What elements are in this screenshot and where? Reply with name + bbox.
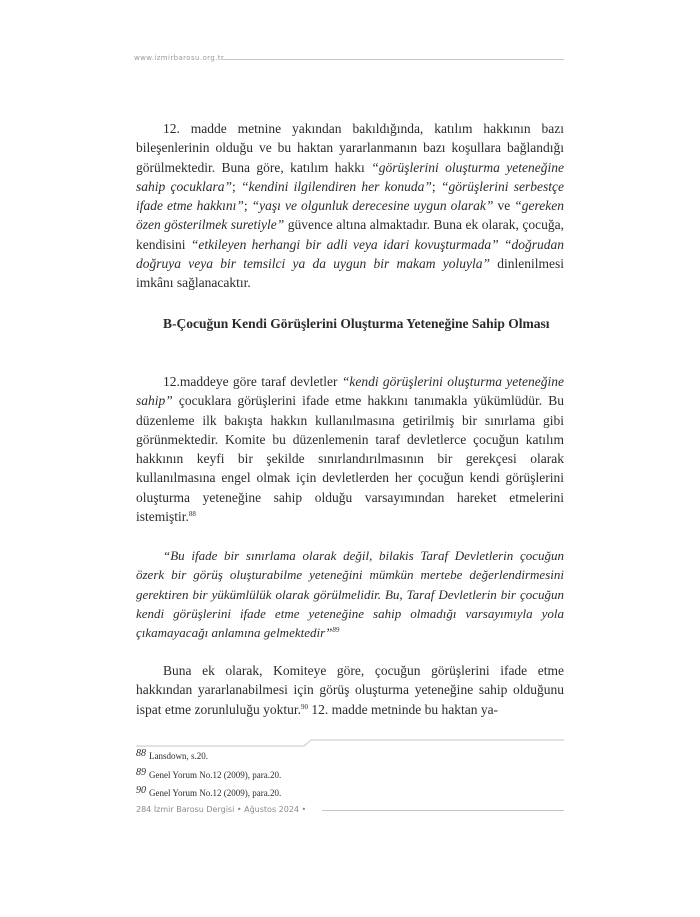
para3-text-b: 12. madde metninde bu haktan ya-	[307, 701, 499, 717]
header-rule	[222, 59, 564, 60]
para1-sep-1: ;	[232, 178, 242, 194]
footer-rule	[322, 810, 564, 811]
para1-text-c: dinlenilmesi imkânı sağlanacaktır.	[136, 256, 564, 291]
header-url: www.izmirbarosu.org.tr	[134, 54, 225, 62]
para1-italic-4: “yaşı ve olgunluk derecesine uygun olarak”	[251, 198, 494, 214]
para2-italic-1: “kendi görüşlerini oluşturma yeteneğine sahip”	[136, 374, 565, 409]
footnote-88-number: 88	[136, 748, 146, 759]
para2-text-a: 12.maddeye göre taraf devletler	[163, 374, 342, 389]
para1-italic-2: “kendini ilgilendiren her konuda”	[241, 178, 432, 194]
footnote-88	[136, 748, 564, 762]
footnote-90-number: 90	[136, 785, 146, 796]
footnote-ref-90: 90	[300, 702, 308, 711]
footnote-88-text: Lansdown, s.20.	[149, 751, 208, 761]
para2-text-b: çocuklara görüşlerini ifade etme hakkını tanımakla yükümlüdür. Bu düzenleme ilk bakışta hakkın kullanılmasına getirilmiş bir sınırlama gibi görünmektedir. Komite bu düzenlemenin taraf devletlerce çocuğun katılım hakkının keyfi bir şekilde sınırlandırılmasının bir gerekçesi olarak kullanılmasına engel olmak için devletlerden her çocuğun kendi görüşlerini oluşturma yeteneğine sahip olduğu varsayımından hareket etmelerini istemiştir.	[136, 393, 564, 525]
para1-italic-5: “gereken özen gösterilmek suretiyle”	[136, 198, 564, 233]
paragraph-no-proof-required	[136, 661, 564, 719]
footnote-90	[136, 785, 564, 799]
footnote-89	[136, 767, 564, 781]
paragraph-capacity	[136, 372, 564, 526]
para1-italic-1: “görüşlerini oluşturma yeteneğine sahip çocuklara”	[136, 159, 564, 194]
page-footer: 284 İzmir Barosu Dergisi • Ağustos 2024 •	[136, 805, 307, 814]
footnote-89-text: Genel Yorum No.12 (2009), para.20.	[149, 770, 282, 780]
quote-text: “Bu ifade bir sınırlama olarak değil, bilakis Taraf Devletlerin çocuğun özerk bir görüş oluşturabilme yeteneğini mümkün mertebe değerlendirmesini gerektiren bir yükümlülük olarak görülmelidir. Bu, Taraf Devletlerin bir çocuğun kendi görüşlerini ifade etme yeteneğine sahip olmadığı varsayımıyla yola çıkamayacağı anlamına gelmektedir”	[136, 548, 564, 641]
footnote-separator	[136, 739, 564, 747]
footnote-ref-88: 88	[188, 510, 196, 519]
para1-italic-6: “etkileyen herhangi bir adli veya idari kovuşturmada”	[190, 236, 499, 252]
section-heading: B-Çocuğun Kendi Görüşlerini Oluşturma Yeteneğine Sahip Olması	[163, 316, 550, 331]
para1-sep-4: ve	[493, 198, 515, 214]
para1-italic-3: “görüşlerini serbestçe ifade etme hakkını”	[136, 178, 564, 214]
paragraph-participation-components	[136, 119, 564, 293]
para3-text-a: Buna ek olarak, Komiteye göre, çocuğun görüşlerini ifade etme hakkından yararlanabilmesi için görüş oluşturma yeteneğine sahip olduğunu ispat etme zorunluluğu yoktur.	[136, 663, 564, 717]
footnote-ref-89: 89	[332, 626, 340, 635]
para1-text-b: güvence altına almaktadır. Buna ek olarak, çocuğa, kendisini	[136, 217, 564, 252]
para1-sep-3: ;	[243, 198, 252, 214]
para1-italic-7: “doğrudan doğruya veya bir temsilci ya da uygun bir makam yoluyla”	[136, 236, 565, 272]
block-quote	[136, 546, 564, 642]
footnote-90-text: Genel Yorum No.12 (2009), para.20.	[149, 788, 282, 798]
footnote-89-number: 89	[136, 767, 146, 778]
para1-text-a: 12. madde metnine yakından bakıldığında, katılım hakkının bazı bileşenlerinin olduğu ve bu haktan yararlanmanın bazı koşullara bağlandığı görülmektedir. Buna göre, katılım hakkı	[136, 121, 564, 175]
para1-sep-2: ;	[431, 178, 441, 194]
